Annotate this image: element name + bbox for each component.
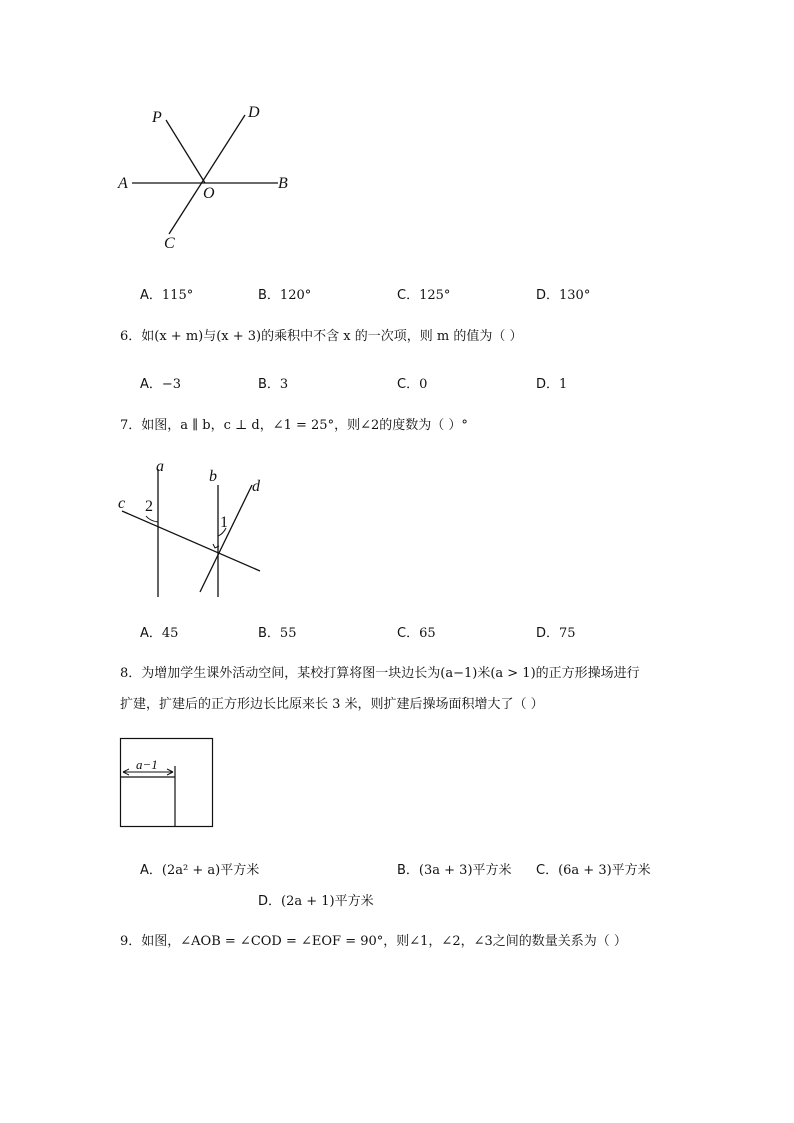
option-text: (6a + 3)平方米 xyxy=(558,863,651,878)
q8-option-c[interactable]: C．(6a + 3)平方米 xyxy=(536,863,651,878)
option-text: 0 xyxy=(419,377,428,392)
label-b: b xyxy=(209,468,217,485)
square-field-figure xyxy=(118,736,218,830)
question-8-line-2: 扩建，扩建后的正方形边长比原来长 3 米，则扩建后操场面积增大了（ ） xyxy=(120,697,544,712)
option-text: 120° xyxy=(279,288,312,303)
label-d: D xyxy=(248,104,260,121)
q8-option-b[interactable]: B．(3a + 3)平方米 xyxy=(397,863,512,878)
question-8-line-1: 8．为增加学生课外活动空间，某校打算将图一块边长为(a−1)米(a > 1)的正方形操场进行 xyxy=(120,666,640,681)
option-text: 115° xyxy=(161,288,194,303)
q5-option-c[interactable]: C．125° xyxy=(397,288,451,303)
option-text: 45 xyxy=(161,626,179,641)
label-a-minus-1: a−1 xyxy=(136,757,158,772)
parallel-lines-figure xyxy=(112,455,272,603)
question-7-text: 7．如图，a ∥ b，c ⊥ d，∠1 = 25°，则∠2的度数为（ ）° xyxy=(120,418,468,433)
line-cd xyxy=(169,115,245,234)
option-text: 75 xyxy=(559,626,576,641)
q7-option-a[interactable]: A．45 xyxy=(140,626,179,641)
label-p: P xyxy=(152,109,162,126)
option-text: (3a + 3)平方米 xyxy=(418,863,512,878)
angle-figure-1 xyxy=(110,95,310,260)
label-c: C xyxy=(164,235,175,252)
label-c: c xyxy=(118,495,126,512)
label-o: O xyxy=(203,185,215,202)
expanded-square xyxy=(121,739,213,827)
q7-option-d[interactable]: D．75 xyxy=(536,626,576,641)
angle-2-arc xyxy=(146,516,158,522)
label-a: A xyxy=(118,175,128,192)
label-a: a xyxy=(156,458,164,475)
option-text: 130° xyxy=(559,288,591,303)
q5-option-b[interactable]: B．120° xyxy=(258,288,312,303)
line-c xyxy=(122,511,260,571)
question-9-text: 9．如图，∠AOB = ∠COD = ∠EOF = 90°，则∠1，∠2，∠3之间的数量关系为（ ） xyxy=(120,934,627,949)
line-d xyxy=(200,485,252,592)
label-b: B xyxy=(278,175,288,192)
option-text: 125° xyxy=(419,288,451,303)
label-d: d xyxy=(252,478,260,495)
option-text: 1 xyxy=(559,377,568,392)
q5-option-a[interactable]: A．115° xyxy=(140,288,194,303)
ray-op xyxy=(166,120,205,183)
option-text: −3 xyxy=(161,377,182,392)
q8-option-a[interactable]: A．(2a² + a)平方米 xyxy=(140,863,260,878)
q6-option-d[interactable]: D．1 xyxy=(536,377,568,392)
q6-option-a[interactable]: A．−3 xyxy=(140,377,182,392)
label-angle-2: 2 xyxy=(145,498,153,515)
option-text: (2a² + a)平方米 xyxy=(161,863,260,878)
q5-option-d[interactable]: D．130° xyxy=(536,288,591,303)
question-6-text: 6．如(x + m)与(x + 3)的乘积中不含 x 的一次项，则 m 的值为（ ） xyxy=(120,329,523,344)
option-text: 55 xyxy=(279,626,297,641)
option-text: 65 xyxy=(419,626,436,641)
q7-option-c[interactable]: C．65 xyxy=(397,626,436,641)
option-text: (2a + 1)平方米 xyxy=(281,894,374,909)
q8-option-d[interactable]: D．(2a + 1)平方米 xyxy=(258,894,374,909)
q6-option-b[interactable]: B．3 xyxy=(258,377,289,392)
q6-option-c[interactable]: C．0 xyxy=(397,377,428,392)
option-text: 3 xyxy=(279,377,289,392)
label-angle-1: 1 xyxy=(220,514,228,531)
q7-option-b[interactable]: B．55 xyxy=(258,626,297,641)
